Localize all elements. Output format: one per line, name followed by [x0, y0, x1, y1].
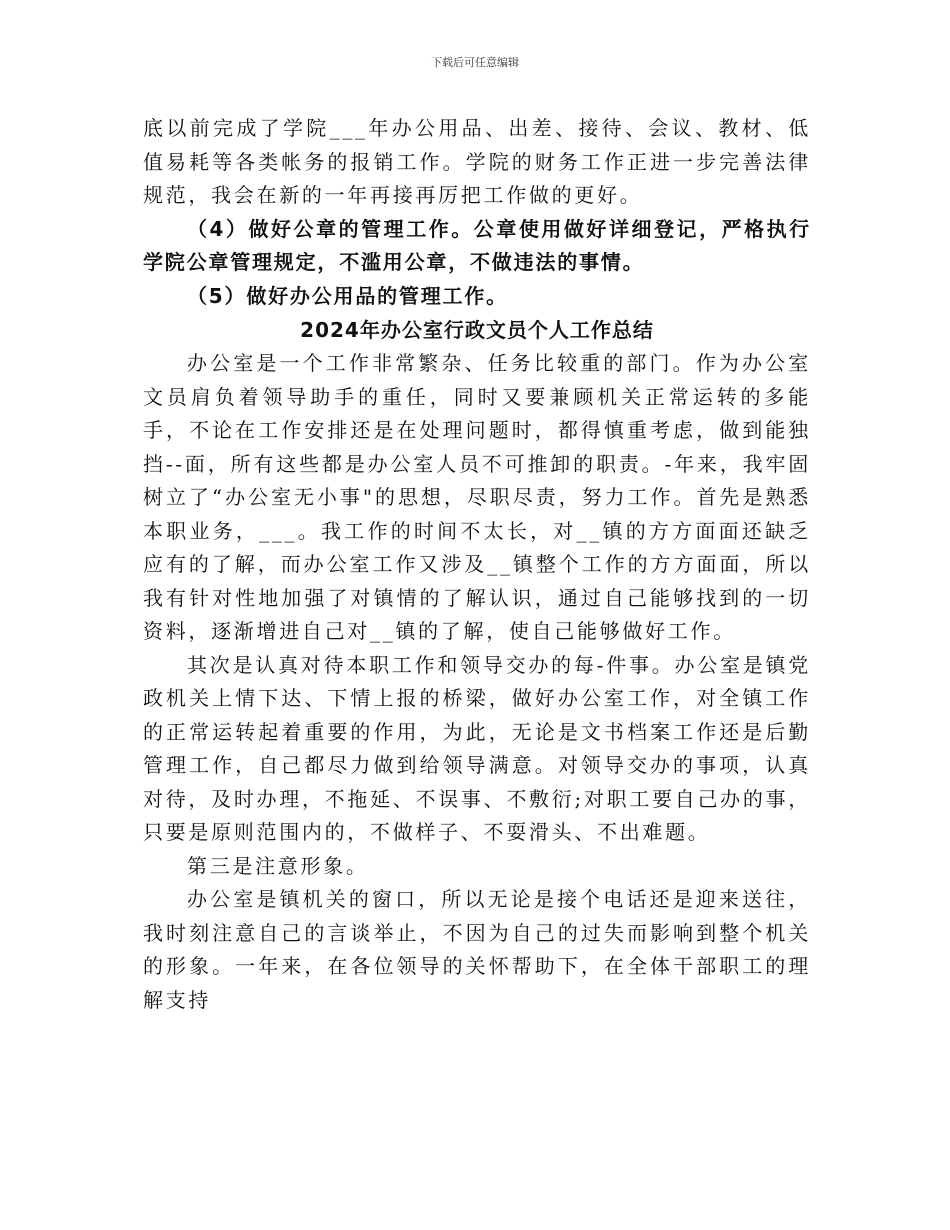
- page-header-note: 下载后可任意编辑: [431, 56, 519, 69]
- paragraph-1: 办公室是一个工作非常繁杂、任务比较重的部门。作为办公室文员肩负着领导助手的重任，同时又要兼顾机关正常运转的多能手，不论在工作安排还是在处理问题时，都得慎重考虑，做到能独挡--面，所有这些都是办公室人员不可推卸的职责。-年来，我牢固树立了“办公室无小事"的思想，尽职尽责，努力工作。首先是熟悉本职业务，___。我工作的时间不太长，对__镇的方方面面还缺乏应有的了解，而办公室工作又涉及__镇整个工作的方方面面，所以我有针对性地加强了对镇情的了解认识，通过自己能够找到的一切资料，逐渐增进自己对__镇的了解，使自己能够做好工作。: [143, 351, 811, 643]
- document-body: [143, 112, 811, 1017]
- list-item-5: （5）做好办公用品的管理工作。: [187, 283, 508, 308]
- paragraph-3: 第三是注意形象。: [187, 853, 369, 878]
- document-title: 2024年办公室行政文员个人工作总结: [300, 318, 654, 342]
- paragraph-4: 办公室是镇机关的窗口，所以无论是接个电话还是迎来送往，我时刻注意自己的言谈举止，不因为自己的过失而影响到整个机关的形象。一年来，在各位领导的关怀帮助下，在全体干部职工的理解支持: [143, 887, 811, 1012]
- list-item-4: （4）做好公章的管理工作。公章使用做好详细登记，严格执行学院公章管理规定，不滥用公章，不做违法的事情。: [143, 216, 811, 274]
- paragraph-2: 其次是认真对待本职工作和领导交办的每-件事。办公室是镇党政机关上情下达、下情上报的桥梁，做好办公室工作，对全镇工作的正常运转起着重要的作用，为此，无论是文书档案工作还是后勤管理工作，自己都尽力做到给领导满意。对领导交办的事项，认真对待，及时办理，不拖延、不误事、不敷衍;对职工要自己办的事，只要是原则范围内的，不做样子、不耍滑头、不出难题。: [143, 652, 811, 844]
- paragraph-continuation: 底以前完成了学院___年办公用品、出差、接待、会议、教材、低值易耗等各类帐务的报销工作。学院的财务工作正进一步完善法律规范，我会在新的一年再接再厉把工作做的更好。: [143, 116, 811, 207]
